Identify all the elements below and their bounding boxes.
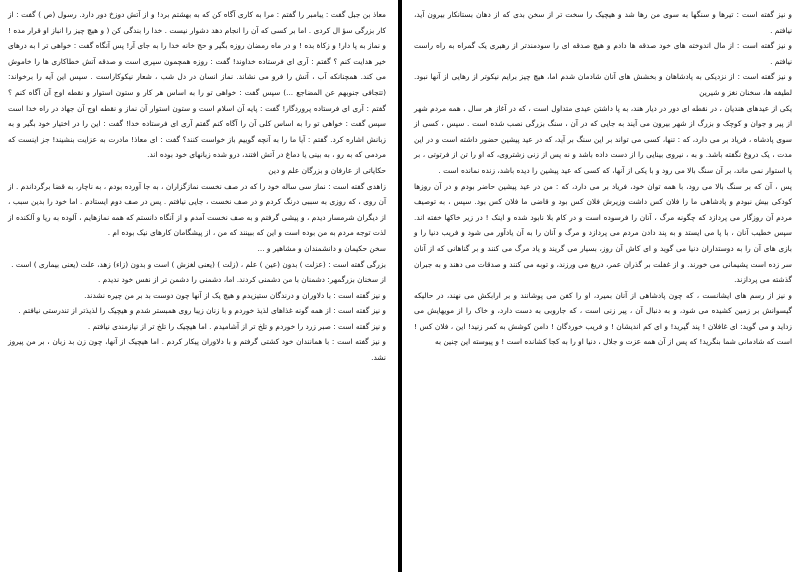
left-paragraph-hadith-muadh: معاذ بن جبل گفت : یبامبر را گفتم : مرا به کاری آگاه کن که به بهشتم برد! و از آتش دوزخ دور دارد. رسول (ص ) گفت : از کار بزرگی سؤ ال کردی . اما بر کسی که آن را انجام دهد دشوار نیست . خدا را بندگی کن ( و هیچ چیز را انباز او قرار مده ! و نماز به پا دار! و زکاة بده ! و در ماه رمضان روزه بگیر و حج خانه خدا را به جای آر! پس آنگاه گفت : خواهی تر ا به درهای خیر هدایت کنم ؟ گفتم : آری ای فرستاده خداوند! گفت : روزه همچمون سپری است و صدقه آتش خطاکاری ها را خاموش می کند. همچنانکه آب ، آتش را فرو می نشاند. نماز انسان در دل شب ، شعار نیکوکاراست . سپس این آیه را برخواند: (تتجافی جنوبهم عن المضاجع ...) سپس گفت : خواهی تو را به اساس هر کار و ستون استوار و نقطه اوج آن آگاه کنم ؟ گفتم : آری ای فرستاده پروردگار! گفت : پایه آن اسلام است و ستون استوار آن نماز و نقطه اوج آن جهاد در راه خدا است سپس گفت : خواهی تو را به اساس کلی آن را آگاه کنم گفتم آری ای فرستاده خدا! گفت : این را در اختیار خود بگیر و به زبانش اشاره کرد. گفتم : آیا ما را به آنچه گوییم باز خواست کنند؟ گفت : ای معاذ! مادرت به عزایت بنشیند! جز اینست که مردمی که به رو ، به بینی یا دماغ در آتش افتند، درو شده زبانهای خود بوده اند.: [8, 10, 386, 160]
right-paragraph-kings: و نیز گفته است : از نزدیکی به پادشاهان و بخشش های آنان شادمان شدم اما، هیچ چیز برایم نیکوتر از رهایی از آنها نبود. لطیفه ها، سخنان نغز و شیرین: [414, 72, 792, 97]
left-paragraph-bozorgmehr: از سخنان بزرگمهر: دشمنان با من دشمنی کردند. اما، دشمنی را دشمن تر از نفس خود ندیدم .: [97, 275, 386, 285]
right-paragraph-indian-festival: یکی از عیدهای هندیان ، در نقطه ای دور در دیار هند، به پا داشتن عیدی متداول است ، که در آغاز هر سال ، همه مردم شهر از پیر و جوان و کوچک و بزرگ از شهر بیرون می آیند به جایی که در آن ، سنگ بزرگی نصب شده است . سپس ، کسی از سوی پادشاه ، فریاد بر می دارد، که : تنها، کسی می تواند بر این سنگ بر آید، که در عید پیشین حضور داشته است و در این مدت ، یک دروغ نگفته باشد. و به ، نیروی بینایی را از دست داده باشد و نه پس از زنی زشتروی، که او را تن از فرتوتی ، بر پا استوار نمی ماند، بر آن سنگ بالا می رود و با یکی از آنها، که کسی که عید پیشین را دیده باشد، زنده نمانده است .: [414, 103, 792, 175]
left-paragraph-friend: و نیز گفته است : با دلاوران و درندگان ستیزیدم و هیچ یک از آنها چون دوست بد بر من چیره نشدند.: [84, 290, 386, 300]
left-paragraph-need: و نیز گفته است : صبر زرد را خوردم و تلخ تر از آشامیدم . اما هیچیک را تلخ تر از نیازمندی نیافتم .: [87, 321, 386, 331]
right-page: [402, 0, 800, 572]
right-paragraph-festival-speech: پس ، آن که بر سنگ بالا می رود، با همه توان خود، فریاد بر می دارد، که : من در عید پیشین حاضر بودم و در آن روزها کودکی بیش نبودم و پادشاهی ما را فلان کس داشت وزیرش فلان کس بود و قاضی ما فلان کس بود. سپس ، به توصیف مردم آن روزگار می پردازد که چگونه مرگ ، آنان را فرسوده است و در کام بلا نابود شده و اینک ! در زیر خاکها خفته اند. سپس خطیب آنان ، با پا می ایستد و به پند دادن مردم می پردازد و مرگ و آنان را به آن یادآور می شود و فریب دنیا را و بازی های آن را به دوستداران دنیا می گوید و ای کاش آن روز، بسیار می گریند و یاد مرگ می کنند و بر گناهانی که از آنان سر زده است پشیمانی می خورند. و از غفلت بر گذران عمر، دریغ می ورزند، و توبه می کنند و صدقات می دهند و به جبران گذشته می پردازند.: [414, 181, 792, 285]
left-page: [0, 0, 398, 572]
right-paragraph-king-funeral: و نیز از رسم های ایشانست ، که چون پادشاهی از آنان بمیرد، او را کفن می پوشانند و بر ارابکش می نهند، در حالیکه گیسوانش بر زمین کشیده می شود، و به دنبال آن ، پیر زنی است ، که جاروبی به دست دارد، و خاک را از مویهایش می زداید و می گوید: ای غافلان ! پند گیرید! و ای کم اندیشان ! و فریب خوردگان ! دامن کوشش به کمر زنید! این ، فلان کس ! است که شادمانی شما بنگرید! که پس از آن همه عزت و جلال ، دنیا او را به کجا کشانده است ! و پیوسته این چنین به: [414, 290, 792, 347]
right-paragraph-guidance: و نیز گفته است : از مال اندوخته های خود صدقه ها دادم و هیچ صدقه ای را سودمندتر از رهبری یک گمراه به راه راست نیافتم .: [414, 41, 792, 66]
left-section-heading-hakiman: سخن حکیمان و دانشمندان و مشاهیر و ...: [257, 243, 386, 253]
left-section-heading-arifan: حکایاتی از عارفان و بزرگان علم و دین: [268, 165, 386, 175]
left-paragraph-bad-wife: و نیز گفته است : با همانندان خود کشتی گرفتم و با دلاوران پیکار کردم . اما هیچیک از آنها، چون زن بد زبان ، بر من پیروز نشد.: [8, 337, 386, 363]
left-paragraph-uzlat: بزرگی گفته است : (عزلت ) بدون (عین ) علم ، (زلت ) (یعنی لغزش ) است و بدون (زاء) زهد، علت (یعنی بیماری ) است .: [11, 259, 386, 269]
right-paragraph-creditor: و نیز گفته است : تیرها و سنگها به سوی من رها شد و هیچیک را سخت تر از سخن بدی که از دهان بستانکار بیرون آید، نیافتم .: [414, 10, 792, 35]
left-paragraph-zahid-prayer: زاهدی گفته است : نماز سی ساله خود را که در صف نخست نمازگزاران ، به جا آورده بودم ، به ناچار، به قضا برگرداندم . از آن روی ، که روزی به سببی درنگ کردم و در صف نخست ، جایی نیافتم . پس در صف دوم ایستادم . اما خود را بدین سبب ، از دیگران شرمسار دیدم ، و پیشی گرفتم و به صف نخست آمدم و از آنگاه دانستم که همه نمازهایم ، آلوده به ریا و آلکنده از لذت توجه مردم به من بوده است و این که ببینند که من ، از پیشگامان کارهای نیک بوده ام .: [8, 181, 386, 238]
left-paragraph-health: و نیز گفته است : از همه گونه غذاهای لذیذ خوردم و با زنان زیبا روی همبستر شدم و هیچیک را لذیذتر از تندرستی نیافتم .: [18, 306, 386, 316]
